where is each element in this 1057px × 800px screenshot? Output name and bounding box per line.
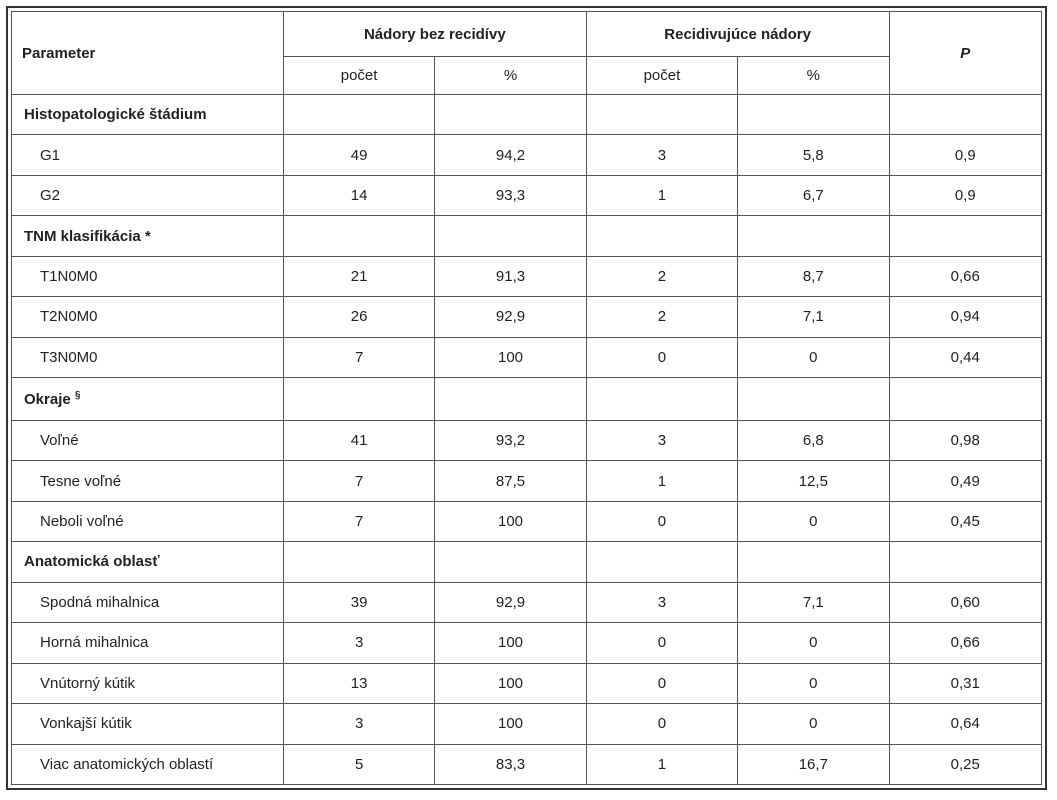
recurrence-percent-cell: 0 bbox=[738, 663, 889, 703]
recurrence-percent-cell: 6,8 bbox=[738, 420, 889, 460]
empty-cell bbox=[738, 542, 889, 582]
no-recurrence-count-cell: 13 bbox=[283, 663, 434, 703]
group1-percent-header: % bbox=[435, 57, 586, 95]
no-recurrence-percent-cell: 93,3 bbox=[435, 175, 586, 215]
table-body bbox=[12, 95, 1042, 785]
no-recurrence-count-cell: 7 bbox=[283, 461, 434, 501]
p-value-cell: 0,9 bbox=[889, 135, 1041, 175]
row-label: Horná mihalnica bbox=[12, 623, 284, 663]
recurrence-count-cell: 2 bbox=[586, 256, 737, 296]
no-recurrence-percent-cell: 100 bbox=[435, 623, 586, 663]
recurrence-percent-cell: 7,1 bbox=[738, 297, 889, 337]
no-recurrence-count-cell: 7 bbox=[283, 501, 434, 541]
row-label: T1N0M0 bbox=[12, 256, 284, 296]
no-recurrence-percent-cell: 100 bbox=[435, 501, 586, 541]
no-recurrence-percent-cell: 92,9 bbox=[435, 582, 586, 622]
section-title bbox=[12, 95, 284, 135]
no-recurrence-percent-cell: 94,2 bbox=[435, 135, 586, 175]
recurrence-count-cell: 1 bbox=[586, 744, 737, 785]
p-value-cell: 0,66 bbox=[889, 256, 1041, 296]
no-recurrence-percent-cell: 91,3 bbox=[435, 256, 586, 296]
table-row bbox=[12, 175, 1042, 215]
row-label: Viac anatomických oblastí bbox=[12, 744, 284, 785]
no-recurrence-percent-cell: 93,2 bbox=[435, 420, 586, 460]
table-frame bbox=[6, 6, 1047, 790]
recurrence-percent-cell: 7,1 bbox=[738, 582, 889, 622]
table-row bbox=[12, 704, 1042, 744]
no-recurrence-percent-cell: 100 bbox=[435, 337, 586, 377]
recurrence-percent-cell: 0 bbox=[738, 704, 889, 744]
section-title bbox=[12, 378, 284, 421]
no-recurrence-count-cell: 3 bbox=[283, 704, 434, 744]
empty-cell bbox=[586, 95, 737, 135]
section-title-text: TNM klasifikácia * bbox=[24, 227, 151, 245]
table-row bbox=[12, 461, 1042, 501]
recurrence-count-cell: 0 bbox=[586, 337, 737, 377]
empty-cell bbox=[283, 378, 434, 421]
section-title-footnote-mark: § bbox=[74, 390, 81, 402]
p-value-cell: 0,49 bbox=[889, 461, 1041, 501]
empty-cell bbox=[435, 542, 586, 582]
empty-cell bbox=[738, 95, 889, 135]
table-row bbox=[12, 420, 1042, 460]
recurrence-percent-cell: 16,7 bbox=[738, 744, 889, 785]
table-row bbox=[12, 337, 1042, 377]
p-value-cell: 0,94 bbox=[889, 297, 1041, 337]
no-recurrence-count-cell: 7 bbox=[283, 337, 434, 377]
table-row bbox=[12, 663, 1042, 703]
recurrence-count-cell: 0 bbox=[586, 623, 737, 663]
group1-header: Nádory bez recidívy bbox=[283, 12, 586, 57]
no-recurrence-percent-cell: 100 bbox=[435, 704, 586, 744]
no-recurrence-percent-cell: 92,9 bbox=[435, 297, 586, 337]
section-row bbox=[12, 378, 1042, 421]
empty-cell bbox=[283, 542, 434, 582]
section-title-text: Anatomická oblasť bbox=[24, 553, 160, 571]
empty-cell bbox=[889, 216, 1041, 256]
group2-header: Recidivujúce nádory bbox=[586, 12, 889, 57]
row-label: G2 bbox=[12, 175, 284, 215]
table-row bbox=[12, 135, 1042, 175]
table-row bbox=[12, 623, 1042, 663]
recurrence-percent-cell: 6,7 bbox=[738, 175, 889, 215]
recurrence-percent-cell: 12,5 bbox=[738, 461, 889, 501]
table-row bbox=[12, 582, 1042, 622]
table-row bbox=[12, 256, 1042, 296]
section-title bbox=[12, 216, 284, 256]
p-value-cell: 0,31 bbox=[889, 663, 1041, 703]
group1-count-header: počet bbox=[283, 57, 434, 95]
section-title-text: Histopatologické štádium bbox=[24, 106, 207, 124]
empty-cell bbox=[435, 95, 586, 135]
table-row bbox=[12, 744, 1042, 785]
row-label: Vonkajší kútik bbox=[12, 704, 284, 744]
empty-cell bbox=[586, 378, 737, 421]
empty-cell bbox=[435, 216, 586, 256]
empty-cell bbox=[889, 378, 1041, 421]
p-value-cell: 0,25 bbox=[889, 744, 1041, 785]
p-value-cell: 0,60 bbox=[889, 582, 1041, 622]
recurrence-count-cell: 1 bbox=[586, 461, 737, 501]
row-label: T2N0M0 bbox=[12, 297, 284, 337]
recurrence-count-cell: 3 bbox=[586, 420, 737, 460]
row-label: Neboli voľné bbox=[12, 501, 284, 541]
recurrence-count-cell: 0 bbox=[586, 704, 737, 744]
group2-percent-header: % bbox=[738, 57, 889, 95]
recurrence-count-cell: 3 bbox=[586, 135, 737, 175]
empty-cell bbox=[435, 378, 586, 421]
no-recurrence-percent-cell: 100 bbox=[435, 663, 586, 703]
no-recurrence-percent-cell: 83,3 bbox=[435, 744, 586, 785]
p-value-cell: 0,9 bbox=[889, 175, 1041, 215]
empty-cell bbox=[283, 216, 434, 256]
no-recurrence-count-cell: 39 bbox=[283, 582, 434, 622]
no-recurrence-count-cell: 41 bbox=[283, 420, 434, 460]
recurrence-percent-cell: 0 bbox=[738, 337, 889, 377]
row-label: Voľné bbox=[12, 420, 284, 460]
empty-cell bbox=[738, 216, 889, 256]
section-row bbox=[12, 542, 1042, 582]
no-recurrence-count-cell: 49 bbox=[283, 135, 434, 175]
empty-cell bbox=[738, 378, 889, 421]
recurrence-percent-cell: 0 bbox=[738, 623, 889, 663]
recurrence-percent-cell: 0 bbox=[738, 501, 889, 541]
no-recurrence-count-cell: 26 bbox=[283, 297, 434, 337]
empty-cell bbox=[889, 542, 1041, 582]
row-label: G1 bbox=[12, 135, 284, 175]
p-header: P bbox=[889, 12, 1041, 95]
no-recurrence-percent-cell: 87,5 bbox=[435, 461, 586, 501]
no-recurrence-count-cell: 3 bbox=[283, 623, 434, 663]
header-row bbox=[12, 12, 1042, 57]
no-recurrence-count-cell: 5 bbox=[283, 744, 434, 785]
empty-cell bbox=[586, 542, 737, 582]
row-label: Tesne voľné bbox=[12, 461, 284, 501]
results-table bbox=[11, 11, 1042, 785]
section-title bbox=[12, 542, 284, 582]
no-recurrence-count-cell: 14 bbox=[283, 175, 434, 215]
section-row bbox=[12, 216, 1042, 256]
recurrence-count-cell: 0 bbox=[586, 663, 737, 703]
p-value-cell: 0,45 bbox=[889, 501, 1041, 541]
row-label: T3N0M0 bbox=[12, 337, 284, 377]
recurrence-count-cell: 1 bbox=[586, 175, 737, 215]
no-recurrence-count-cell: 21 bbox=[283, 256, 434, 296]
section-row bbox=[12, 95, 1042, 135]
recurrence-percent-cell: 5,8 bbox=[738, 135, 889, 175]
table-row bbox=[12, 501, 1042, 541]
p-value-cell: 0,98 bbox=[889, 420, 1041, 460]
row-label: Spodná mihalnica bbox=[12, 582, 284, 622]
recurrence-count-cell: 2 bbox=[586, 297, 737, 337]
p-value-cell: 0,66 bbox=[889, 623, 1041, 663]
empty-cell bbox=[586, 216, 737, 256]
recurrence-count-cell: 0 bbox=[586, 501, 737, 541]
section-title-text: Okraje bbox=[24, 391, 71, 409]
p-value-cell: 0,44 bbox=[889, 337, 1041, 377]
recurrence-count-cell: 3 bbox=[586, 582, 737, 622]
table-row bbox=[12, 297, 1042, 337]
empty-cell bbox=[889, 95, 1041, 135]
group2-count-header: počet bbox=[586, 57, 737, 95]
recurrence-percent-cell: 8,7 bbox=[738, 256, 889, 296]
empty-cell bbox=[283, 95, 434, 135]
row-label: Vnútorný kútik bbox=[12, 663, 284, 703]
p-value-cell: 0,64 bbox=[889, 704, 1041, 744]
parameter-header: Parameter bbox=[12, 12, 284, 95]
